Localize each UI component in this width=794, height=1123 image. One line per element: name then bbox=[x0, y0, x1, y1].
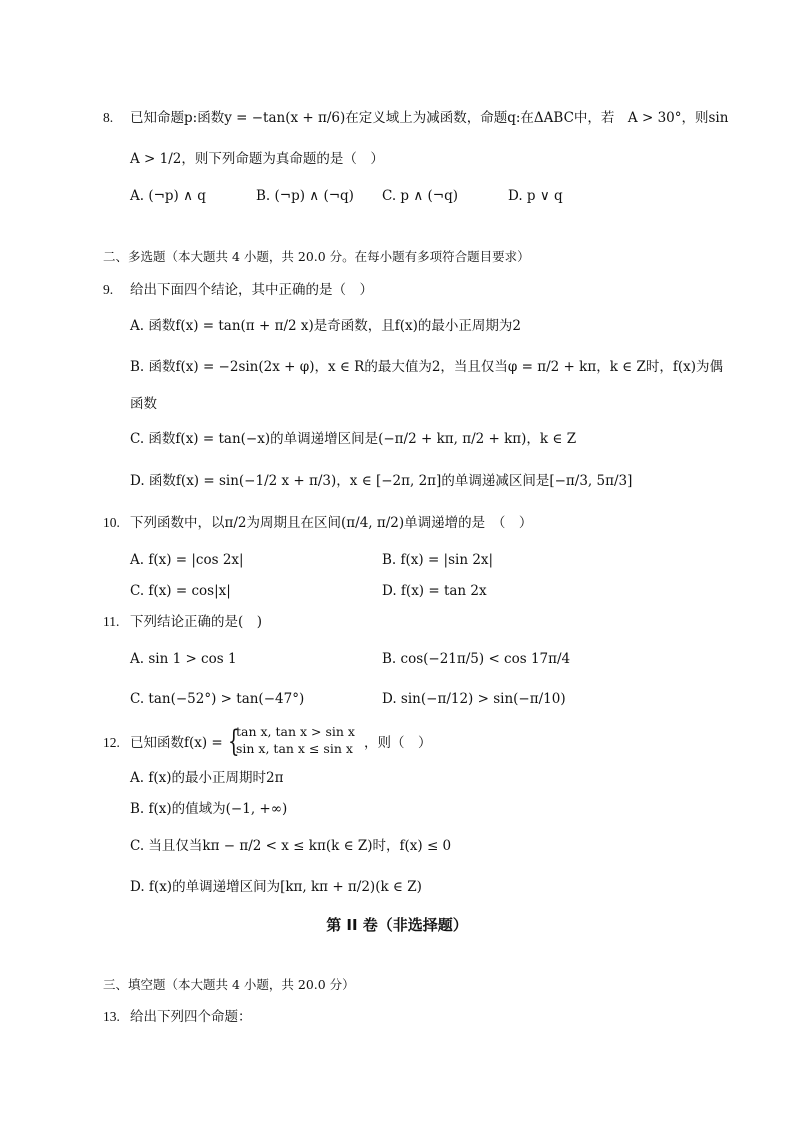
question-8-stem-line2: A > 1/2，则下列命题为真命题的是（ ） bbox=[130, 151, 384, 167]
question-11-option-c: C. tan(−52°) > tan(−47°) bbox=[130, 691, 305, 707]
part-2-title: 第 II 卷（非选择题） bbox=[326, 916, 468, 934]
question-8-option-b: B. (¬p) ∧ (¬q) bbox=[256, 188, 354, 204]
question-12-option-c: C. 当且仅当kπ − π/2 < x ≤ kπ(k ∈ Z)时，f(x) ≤ 0 bbox=[130, 838, 452, 854]
question-9-option-b-line1: B. 函数f(x) = −2sin(2x + φ)，x ∈ R的最大值为2，当且仅当φ = π/2 + kπ，k ∈ Z时，f(x)为偶 bbox=[130, 359, 723, 375]
section-3-heading: 三、填空题（本大题共 4 小题，共 20.0 分） bbox=[103, 977, 355, 992]
question-10-option-a: A. f(x) = |cos 2x| bbox=[130, 552, 244, 568]
piecewise-case-1: tan x, tan x > sin x bbox=[236, 724, 355, 739]
question-12-stem-prefix: 已知函数f(x) = bbox=[130, 735, 223, 751]
piecewise-brace: { bbox=[228, 724, 240, 759]
question-10-stem: 下列函数中，以π/2为周期且在区间(π/4, π/2)单调递增的是 （ ） bbox=[130, 515, 533, 531]
question-8-stem-line1: 已知命题p:函数y = −tan(x + π/6)在定义域上为减函数，命题q:在ΔABC中，若 A > 30°，则sin bbox=[130, 110, 729, 126]
question-11-option-a: A. sin 1 > cos 1 bbox=[130, 651, 237, 667]
question-8-option-a: A. (¬p) ∧ q bbox=[130, 188, 206, 204]
section-2-heading: 二、多选题（本大题共 4 小题，共 20.0 分。在每小题有多项符合题目要求） bbox=[103, 249, 530, 264]
question-9-option-d: D. 函数f(x) = sin(−1/2 x + π/3)，x ∈ [−2π, 2π]的单调递减区间是[−π/3, 5π/3] bbox=[130, 473, 633, 489]
question-10-option-b: B. f(x) = |sin 2x| bbox=[382, 552, 494, 568]
question-9-option-b-line2: 函数 bbox=[130, 396, 157, 412]
question-number-11: 11. bbox=[103, 614, 120, 629]
question-number-9: 9. bbox=[103, 282, 114, 297]
question-10-option-d: D. f(x) = tan 2x bbox=[382, 583, 487, 599]
question-12-option-b: B. f(x)的值域为(−1, +∞) bbox=[130, 801, 288, 817]
question-12-option-d: D. f(x)的单调递增区间为[kπ, kπ + π/2)(k ∈ Z) bbox=[130, 879, 422, 895]
question-number-12: 12. bbox=[103, 735, 120, 750]
question-number-13: 13. bbox=[103, 1009, 120, 1024]
question-11-option-d: D. sin(−π/12) > sin(−π/10) bbox=[382, 691, 566, 707]
question-12-stem-suffix: ，则（ ） bbox=[364, 735, 432, 751]
question-number-8: 8. bbox=[103, 110, 114, 125]
question-11-option-b: B. cos(−21π/5) < cos 17π/4 bbox=[382, 651, 571, 667]
question-12-option-a: A. f(x)的最小正周期时2π bbox=[130, 770, 284, 786]
question-8-option-d: D. p ∨ q bbox=[508, 188, 563, 204]
question-number-10: 10. bbox=[103, 515, 120, 530]
question-8-option-c: C. p ∧ (¬q) bbox=[382, 188, 459, 204]
question-9-option-c: C. 函数f(x) = tan(−x)的单调递增区间是(−π/2 + kπ, π/2 + kπ)，k ∈ Z bbox=[130, 431, 577, 447]
question-13-stem: 给出下列四个命题： bbox=[130, 1009, 252, 1025]
question-11-stem: 下列结论正确的是( ) bbox=[130, 614, 263, 630]
piecewise-case-2: sin x, tan x ≤ sin x bbox=[236, 741, 353, 756]
question-9-option-a: A. 函数f(x) = tan(π + π/2 x)是奇函数，且f(x)的最小正周期为2 bbox=[130, 318, 521, 334]
question-10-option-c: C. f(x) = cos|x| bbox=[130, 583, 231, 599]
question-9-stem: 给出下面四个结论，其中正确的是（ ） bbox=[130, 282, 373, 298]
